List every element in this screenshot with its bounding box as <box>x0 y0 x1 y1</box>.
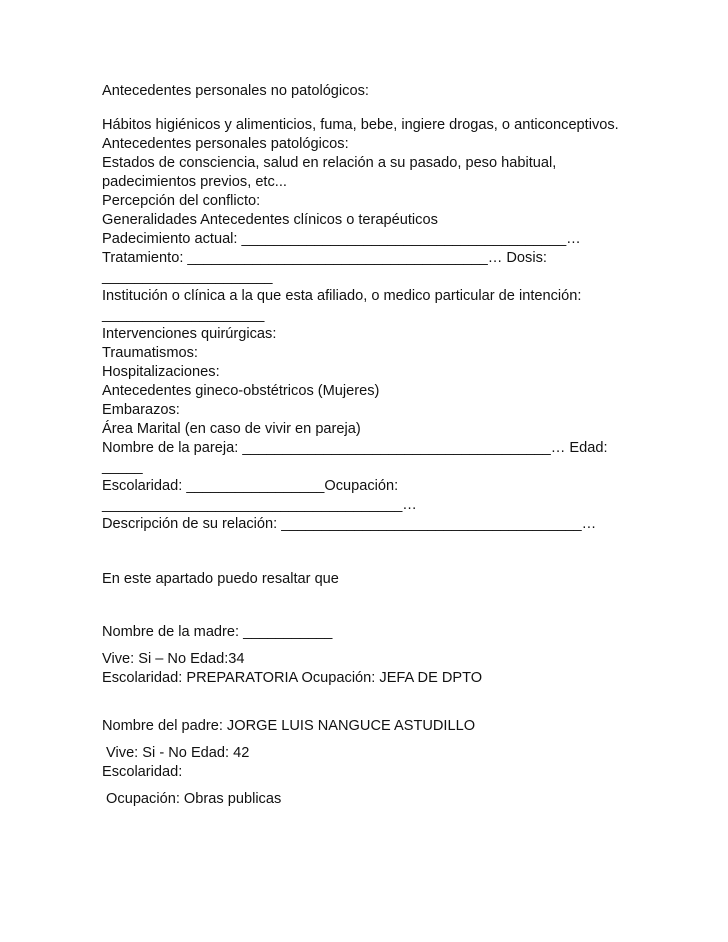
document-line: Hábitos higiénicos y alimenticios, fuma, bebe, ingiere drogas, o anticonceptivos. <box>102 117 619 133</box>
highlight-intro: En este apartado puedo resaltar que <box>102 571 339 587</box>
mother-alive-age: Vive: Si – No Edad:34 <box>102 651 245 667</box>
document-line: Antecedentes gineco-obstétricos (Mujeres) <box>102 383 380 399</box>
document-line: Generalidades Antecedentes clínicos o terapéuticos <box>102 212 438 228</box>
father-name-line: Nombre del padre: JORGE LUIS NANGUCE ASTUDILLO <box>102 718 476 734</box>
history-lines <box>102 116 642 534</box>
document-line: _____________________ <box>102 269 273 285</box>
document-line: Intervenciones quirúrgicas: <box>102 326 277 342</box>
document-line: Institución o clínica a la que esta afiliado, o medico particular de intención: <box>102 288 582 304</box>
mother-name-line: Nombre de la madre: ___________ <box>102 624 333 640</box>
document-line: Embarazos: <box>102 402 180 418</box>
document-line: Traumatismos: <box>102 345 198 361</box>
document-line: Padecimiento actual: ________________________________________… <box>102 231 581 247</box>
document-line: padecimientos previos, etc... <box>102 174 287 190</box>
document-line: _____ <box>102 459 143 475</box>
mother-education-occupation: Escolaridad: PREPARATORIA Ocupación: JEFA DE DPTO <box>102 670 483 686</box>
father-alive-age: Vive: Si - No Edad: 42 <box>102 745 250 761</box>
document-line: Escolaridad: _________________Ocupación: <box>102 478 399 494</box>
document-line: Antecedentes personales patológicos: <box>102 136 349 152</box>
document-line: Nombre de la pareja: ______________________________________… Edad: <box>102 440 608 456</box>
document-line: Percepción del conflicto: <box>102 193 261 209</box>
section-title: Antecedentes personales no patológicos: <box>102 83 369 99</box>
document-line: Descripción de su relación: _____________________________________… <box>102 516 597 532</box>
document-line: Hospitalizaciones: <box>102 364 220 380</box>
document-line: _____________________________________… <box>102 497 417 513</box>
document-body <box>102 82 642 809</box>
document-line: Área Marital (en caso de vivir en pareja) <box>102 421 361 437</box>
father-education: Escolaridad: <box>102 764 183 780</box>
father-occupation: Ocupación: Obras publicas <box>102 791 282 807</box>
document-line: Tratamiento: _____________________________________… Dosis: <box>102 250 547 266</box>
document-line: Estados de consciencia, salud en relación a su pasado, peso habitual, <box>102 155 557 171</box>
document-line: ____________________ <box>102 307 265 323</box>
